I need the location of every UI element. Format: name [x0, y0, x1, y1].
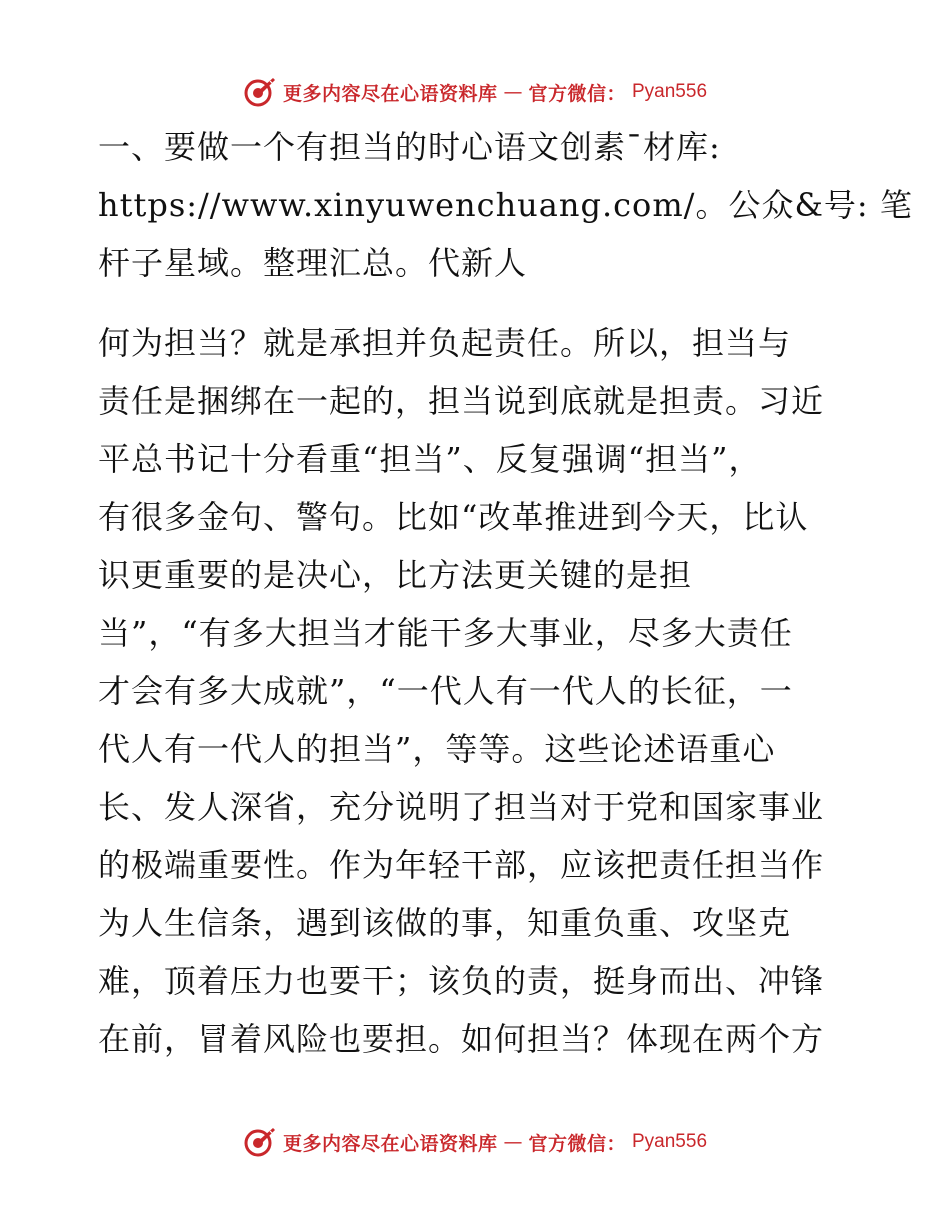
body-line: 何为担当？就是承担并负起责任。所以，担当与	[98, 324, 792, 362]
heading-line: 一、要做一个有担当的时心语文创素¯材库:	[98, 128, 721, 166]
footer-wechat-label: 官方微信：	[528, 1132, 626, 1155]
header-wechat-label: 官方微信：	[528, 82, 626, 105]
body-line: 代人有一代人的担当”，等等。这些论述语重心	[98, 730, 776, 768]
footer-separator: —	[503, 1131, 523, 1153]
body-line: 当”，“有多大担当才能干多大事业，尽多大责任	[98, 614, 793, 652]
footer-wechat-id: Pyan556	[632, 1131, 708, 1152]
footer-banner-text: 更多内容尽在心语资料库	[282, 1132, 498, 1155]
header-separator: —	[503, 81, 523, 103]
header-banner-text: 更多内容尽在心语资料库	[282, 82, 498, 105]
body-line: 才会有多大成就”，“一代人有一代人的长征，一	[98, 672, 793, 710]
heading-paragraph	[98, 118, 913, 292]
document-body	[98, 118, 913, 1068]
pen-circle-logo-icon	[243, 1125, 277, 1159]
footer-banner	[0, 1122, 950, 1162]
header-banner	[0, 72, 950, 112]
body-line: 责任是捆绑在一起的，担当说到底就是担责。习近	[98, 382, 825, 420]
body-line: 在前，冒着风险也要担。如何担当？体现在两个方	[98, 1020, 825, 1058]
body-line: 难，顶着压力也要干；该负的责，挺身而出、冲锋	[98, 962, 825, 1000]
body-line: 为人生信条，遇到该做的事，知重负重、攻坚克	[98, 904, 792, 942]
heading-line: https://www.xinyuwenchuang.com/。公众&号: 笔	[98, 186, 913, 224]
body-line: 平总书记十分看重“担当”、反复强调“担当”，	[98, 440, 762, 478]
body-line: 识更重要的是决心，比方法更关键的是担	[98, 556, 693, 594]
paragraph-spacer	[98, 292, 858, 314]
heading-line: 杆子星域。整理汇总。代新人	[98, 244, 528, 282]
pen-circle-logo-icon	[243, 75, 277, 109]
body-line: 有很多金句、警句。比如“改革推进到今天，比认	[98, 498, 809, 536]
body-paragraph	[98, 314, 858, 1068]
header-wechat-id: Pyan556	[632, 81, 708, 102]
body-line: 的极端重要性。作为年轻干部，应该把责任担当作	[98, 846, 825, 884]
body-line: 长、发人深省，充分说明了担当对于党和国家事业	[98, 788, 825, 826]
